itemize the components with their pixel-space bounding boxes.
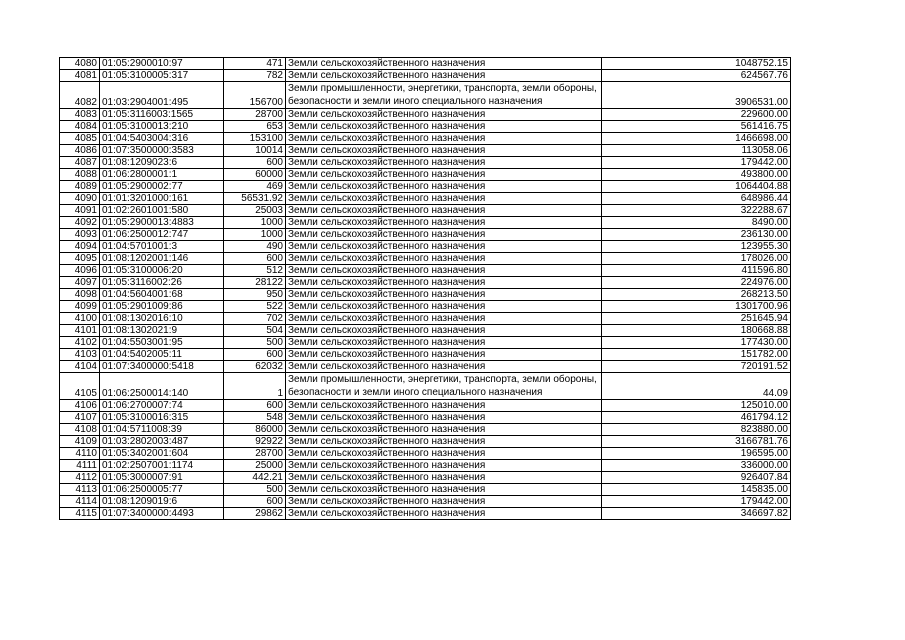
table-row xyxy=(60,133,791,145)
row-number-cell: 4108 xyxy=(60,424,100,436)
cadastral-value-cell: 561416.75 xyxy=(602,121,791,133)
cadastral-number-cell: 01:02:2601001:580 xyxy=(100,205,224,217)
land-category-cell: Земли сельскохозяйственного назначения xyxy=(286,253,602,265)
table-row xyxy=(60,301,791,313)
land-category-cell: Земли сельскохозяйственного назначения xyxy=(286,400,602,412)
land-category-cell: Земли сельскохозяйственного назначения xyxy=(286,181,602,193)
cadastral-value-cell: 1301700.96 xyxy=(602,301,791,313)
area-cell: 60000 xyxy=(224,169,286,181)
cadastral-number-cell: 01:03:2904001:495 xyxy=(100,82,224,109)
row-number-cell: 4095 xyxy=(60,253,100,265)
table-row xyxy=(60,157,791,169)
cadastral-number-cell: 01:04:5701001:3 xyxy=(100,241,224,253)
row-number-cell: 4091 xyxy=(60,205,100,217)
area-cell: 1000 xyxy=(224,217,286,229)
cadastral-number-cell: 01:05:3116002:26 xyxy=(100,277,224,289)
cadastral-value-cell: 151782.00 xyxy=(602,349,791,361)
land-category-cell: Земли сельскохозяйственного назначения xyxy=(286,241,602,253)
cadastral-value-cell: 145835.00 xyxy=(602,484,791,496)
land-category-cell: Земли сельскохозяйственного назначения xyxy=(286,496,602,508)
cadastral-value-cell: 1048752.15 xyxy=(602,58,791,70)
row-number-cell: 4088 xyxy=(60,169,100,181)
row-number-cell: 4081 xyxy=(60,70,100,82)
area-cell: 522 xyxy=(224,301,286,313)
area-cell: 500 xyxy=(224,337,286,349)
cadastral-value-cell: 624567.76 xyxy=(602,70,791,82)
row-number-cell: 4085 xyxy=(60,133,100,145)
area-cell: 156700 xyxy=(224,82,286,109)
row-number-cell: 4089 xyxy=(60,181,100,193)
cadastral-number-cell: 01:07:3400000:5418 xyxy=(100,361,224,373)
row-number-cell: 4103 xyxy=(60,349,100,361)
land-category-cell: Земли промышленности, энергетики, транспорта, земли обороны, безопасности и земли иного специального назначения xyxy=(286,82,602,109)
row-number-cell: 4086 xyxy=(60,145,100,157)
area-cell: 950 xyxy=(224,289,286,301)
area-cell: 500 xyxy=(224,484,286,496)
land-category-cell: Земли сельскохозяйственного назначения xyxy=(286,361,602,373)
cadastral-value-cell: 411596.80 xyxy=(602,265,791,277)
cadastral-value-cell: 180668.88 xyxy=(602,325,791,337)
row-number-cell: 4104 xyxy=(60,361,100,373)
row-number-cell: 4106 xyxy=(60,400,100,412)
table-body xyxy=(60,58,791,520)
row-number-cell: 4087 xyxy=(60,157,100,169)
land-category-cell: Земли сельскохозяйственного назначения xyxy=(286,436,602,448)
land-category-cell: Земли сельскохозяйственного назначения xyxy=(286,217,602,229)
table-row xyxy=(60,289,791,301)
land-category-cell: Земли сельскохозяйственного назначения xyxy=(286,325,602,337)
cadastral-value-cell: 44.09 xyxy=(602,373,791,400)
table-row xyxy=(60,412,791,424)
area-cell: 782 xyxy=(224,70,286,82)
row-number-cell: 4092 xyxy=(60,217,100,229)
area-cell: 442.21 xyxy=(224,472,286,484)
land-category-cell: Земли сельскохозяйственного назначения xyxy=(286,58,602,70)
cadastral-number-cell: 01:05:3000007:91 xyxy=(100,472,224,484)
land-category-cell: Земли сельскохозяйственного назначения xyxy=(286,313,602,325)
land-category-cell: Земли сельскохозяйственного назначения xyxy=(286,460,602,472)
area-cell: 490 xyxy=(224,241,286,253)
row-number-cell: 4093 xyxy=(60,229,100,241)
area-cell: 600 xyxy=(224,400,286,412)
row-number-cell: 4102 xyxy=(60,337,100,349)
cadastral-value-cell: 823880.00 xyxy=(602,424,791,436)
land-category-cell: Земли промышленности, энергетики, транспорта, земли обороны, безопасности и земли иного специального назначения xyxy=(286,373,602,400)
row-number-cell: 4115 xyxy=(60,508,100,520)
table-row xyxy=(60,436,791,448)
cadastral-value-cell: 229600.00 xyxy=(602,109,791,121)
table-row xyxy=(60,424,791,436)
row-number-cell: 4110 xyxy=(60,448,100,460)
area-cell: 92922 xyxy=(224,436,286,448)
row-number-cell: 4082 xyxy=(60,82,100,109)
spreadsheet-page xyxy=(59,57,791,520)
cadastral-number-cell: 01:05:3100016:315 xyxy=(100,412,224,424)
table-row xyxy=(60,169,791,181)
cadastral-value-cell: 236130.00 xyxy=(602,229,791,241)
table-row xyxy=(60,361,791,373)
row-number-cell: 4105 xyxy=(60,373,100,400)
cadastral-value-cell: 493800.00 xyxy=(602,169,791,181)
cadastral-number-cell: 01:01:3201000:161 xyxy=(100,193,224,205)
cadastral-number-cell: 01:08:1202001:146 xyxy=(100,253,224,265)
table-row xyxy=(60,484,791,496)
cadastral-number-cell: 01:05:2901009:86 xyxy=(100,301,224,313)
table-row xyxy=(60,472,791,484)
cadastral-number-cell: 01:07:3500000:3583 xyxy=(100,145,224,157)
table-row xyxy=(60,70,791,82)
cadastral-value-cell: 1466698.00 xyxy=(602,133,791,145)
land-category-cell: Земли сельскохозяйственного назначения xyxy=(286,121,602,133)
cadastral-value-cell: 346697.82 xyxy=(602,508,791,520)
table-row xyxy=(60,313,791,325)
cadastral-number-cell: 01:06:2500012:747 xyxy=(100,229,224,241)
cadastral-number-cell: 01:05:3100006:20 xyxy=(100,265,224,277)
area-cell: 28122 xyxy=(224,277,286,289)
table-row xyxy=(60,460,791,472)
cadastral-value-cell: 123955.30 xyxy=(602,241,791,253)
area-cell: 25003 xyxy=(224,205,286,217)
row-number-cell: 4084 xyxy=(60,121,100,133)
cadastral-number-cell: 01:03:2802003:487 xyxy=(100,436,224,448)
table-row xyxy=(60,205,791,217)
land-category-cell: Земли сельскохозяйственного назначения xyxy=(286,277,602,289)
land-category-cell: Земли сельскохозяйственного назначения xyxy=(286,205,602,217)
area-cell: 548 xyxy=(224,412,286,424)
table-row xyxy=(60,448,791,460)
table-row xyxy=(60,253,791,265)
table-row xyxy=(60,58,791,70)
row-number-cell: 4112 xyxy=(60,472,100,484)
row-number-cell: 4101 xyxy=(60,325,100,337)
cadastral-value-cell: 322288.67 xyxy=(602,205,791,217)
cadastral-value-cell: 179442.00 xyxy=(602,157,791,169)
area-cell: 600 xyxy=(224,253,286,265)
area-cell: 469 xyxy=(224,181,286,193)
cadastral-value-cell: 196595.00 xyxy=(602,448,791,460)
cadastral-number-cell: 01:08:1209023:6 xyxy=(100,157,224,169)
cadastral-number-cell: 01:08:1302021:9 xyxy=(100,325,224,337)
land-category-cell: Земли сельскохозяйственного назначения xyxy=(286,109,602,121)
table-row xyxy=(60,265,791,277)
table-row xyxy=(60,217,791,229)
cadastral-number-cell: 01:04:5503001:95 xyxy=(100,337,224,349)
cadastral-number-cell: 01:05:2900010:97 xyxy=(100,58,224,70)
row-number-cell: 4100 xyxy=(60,313,100,325)
land-category-cell: Земли сельскохозяйственного назначения xyxy=(286,169,602,181)
cadastral-value-cell: 336000.00 xyxy=(602,460,791,472)
area-cell: 653 xyxy=(224,121,286,133)
cadastral-value-cell: 224976.00 xyxy=(602,277,791,289)
cadastral-value-cell: 3166781.76 xyxy=(602,436,791,448)
area-cell: 512 xyxy=(224,265,286,277)
land-category-cell: Земли сельскохозяйственного назначения xyxy=(286,349,602,361)
land-category-cell: Земли сельскохозяйственного назначения xyxy=(286,301,602,313)
cadastral-value-cell: 461794.12 xyxy=(602,412,791,424)
land-category-cell: Земли сельскохозяйственного назначения xyxy=(286,289,602,301)
row-number-cell: 4109 xyxy=(60,436,100,448)
row-number-cell: 4098 xyxy=(60,289,100,301)
land-category-cell: Земли сельскохозяйственного назначения xyxy=(286,157,602,169)
cadastral-value-cell: 1064404.88 xyxy=(602,181,791,193)
land-category-cell: Земли сельскохозяйственного назначения xyxy=(286,508,602,520)
area-cell: 600 xyxy=(224,349,286,361)
cadastral-number-cell: 01:05:2900002:77 xyxy=(100,181,224,193)
land-category-cell: Земли сельскохозяйственного назначения xyxy=(286,133,602,145)
table-row xyxy=(60,145,791,157)
row-number-cell: 4083 xyxy=(60,109,100,121)
area-cell: 86000 xyxy=(224,424,286,436)
cadastral-number-cell: 01:05:2900013:4883 xyxy=(100,217,224,229)
table-row xyxy=(60,508,791,520)
row-number-cell: 4097 xyxy=(60,277,100,289)
land-category-cell: Земли сельскохозяйственного назначения xyxy=(286,193,602,205)
cadastral-number-cell: 01:04:5403004:316 xyxy=(100,133,224,145)
cadastral-number-cell: 01:06:2700007:74 xyxy=(100,400,224,412)
table-row xyxy=(60,181,791,193)
table-row xyxy=(60,325,791,337)
row-number-cell: 4094 xyxy=(60,241,100,253)
table-row xyxy=(60,109,791,121)
cadastral-number-cell: 01:05:3402001:604 xyxy=(100,448,224,460)
cadastral-value-cell: 251645.94 xyxy=(602,313,791,325)
land-category-cell: Земли сельскохозяйственного назначения xyxy=(286,337,602,349)
area-cell: 153100 xyxy=(224,133,286,145)
area-cell: 504 xyxy=(224,325,286,337)
table-row xyxy=(60,193,791,205)
cadastral-number-cell: 01:04:5711008:39 xyxy=(100,424,224,436)
area-cell: 1000 xyxy=(224,229,286,241)
land-category-cell: Земли сельскохозяйственного назначения xyxy=(286,145,602,157)
land-category-cell: Земли сельскохозяйственного назначения xyxy=(286,424,602,436)
cadastral-number-cell: 01:02:2507001:1174 xyxy=(100,460,224,472)
cadastral-value-cell: 8490.00 xyxy=(602,217,791,229)
cadastral-number-cell: 01:08:1209019:6 xyxy=(100,496,224,508)
cadastral-number-cell: 01:06:2500005:77 xyxy=(100,484,224,496)
area-cell: 28700 xyxy=(224,109,286,121)
land-plots-table xyxy=(59,57,791,520)
cadastral-number-cell: 01:08:1302016:10 xyxy=(100,313,224,325)
cadastral-number-cell: 01:05:3100013:210 xyxy=(100,121,224,133)
row-number-cell: 4111 xyxy=(60,460,100,472)
land-category-cell: Земли сельскохозяйственного назначения xyxy=(286,265,602,277)
cadastral-value-cell: 720191.52 xyxy=(602,361,791,373)
cadastral-number-cell: 01:05:3116003:1565 xyxy=(100,109,224,121)
cadastral-value-cell: 125010.00 xyxy=(602,400,791,412)
row-number-cell: 4113 xyxy=(60,484,100,496)
table-row xyxy=(60,82,791,109)
cadastral-value-cell: 179442.00 xyxy=(602,496,791,508)
cadastral-number-cell: 01:05:3100005:317 xyxy=(100,70,224,82)
table-row xyxy=(60,349,791,361)
area-cell: 600 xyxy=(224,496,286,508)
land-category-cell: Земли сельскохозяйственного назначения xyxy=(286,484,602,496)
area-cell: 10014 xyxy=(224,145,286,157)
cadastral-value-cell: 926407.84 xyxy=(602,472,791,484)
cadastral-value-cell: 177430.00 xyxy=(602,337,791,349)
row-number-cell: 4107 xyxy=(60,412,100,424)
area-cell: 56531.92 xyxy=(224,193,286,205)
cadastral-value-cell: 268213.50 xyxy=(602,289,791,301)
table-row xyxy=(60,400,791,412)
land-category-cell: Земли сельскохозяйственного назначения xyxy=(286,448,602,460)
area-cell: 62032 xyxy=(224,361,286,373)
area-cell: 29862 xyxy=(224,508,286,520)
land-category-cell: Земли сельскохозяйственного назначения xyxy=(286,472,602,484)
cadastral-value-cell: 3906531.00 xyxy=(602,82,791,109)
area-cell: 25000 xyxy=(224,460,286,472)
cadastral-number-cell: 01:06:2800001:1 xyxy=(100,169,224,181)
cadastral-value-cell: 113058.06 xyxy=(602,145,791,157)
table-row xyxy=(60,337,791,349)
area-cell: 28700 xyxy=(224,448,286,460)
area-cell: 702 xyxy=(224,313,286,325)
table-row xyxy=(60,277,791,289)
row-number-cell: 4114 xyxy=(60,496,100,508)
land-category-cell: Земли сельскохозяйственного назначения xyxy=(286,412,602,424)
cadastral-number-cell: 01:06:2500014:140 xyxy=(100,373,224,400)
cadastral-value-cell: 178026.00 xyxy=(602,253,791,265)
row-number-cell: 4099 xyxy=(60,301,100,313)
table-row xyxy=(60,121,791,133)
land-category-cell: Земли сельскохозяйственного назначения xyxy=(286,70,602,82)
table-row xyxy=(60,241,791,253)
area-cell: 600 xyxy=(224,157,286,169)
table-row xyxy=(60,496,791,508)
area-cell: 471 xyxy=(224,58,286,70)
cadastral-value-cell: 648986.44 xyxy=(602,193,791,205)
row-number-cell: 4096 xyxy=(60,265,100,277)
cadastral-number-cell: 01:07:3400000:4493 xyxy=(100,508,224,520)
row-number-cell: 4080 xyxy=(60,58,100,70)
land-category-cell: Земли сельскохозяйственного назначения xyxy=(286,229,602,241)
area-cell: 1 xyxy=(224,373,286,400)
row-number-cell: 4090 xyxy=(60,193,100,205)
table-row xyxy=(60,373,791,400)
table-row xyxy=(60,229,791,241)
cadastral-number-cell: 01:04:5402005:11 xyxy=(100,349,224,361)
cadastral-number-cell: 01:04:5604001:68 xyxy=(100,289,224,301)
